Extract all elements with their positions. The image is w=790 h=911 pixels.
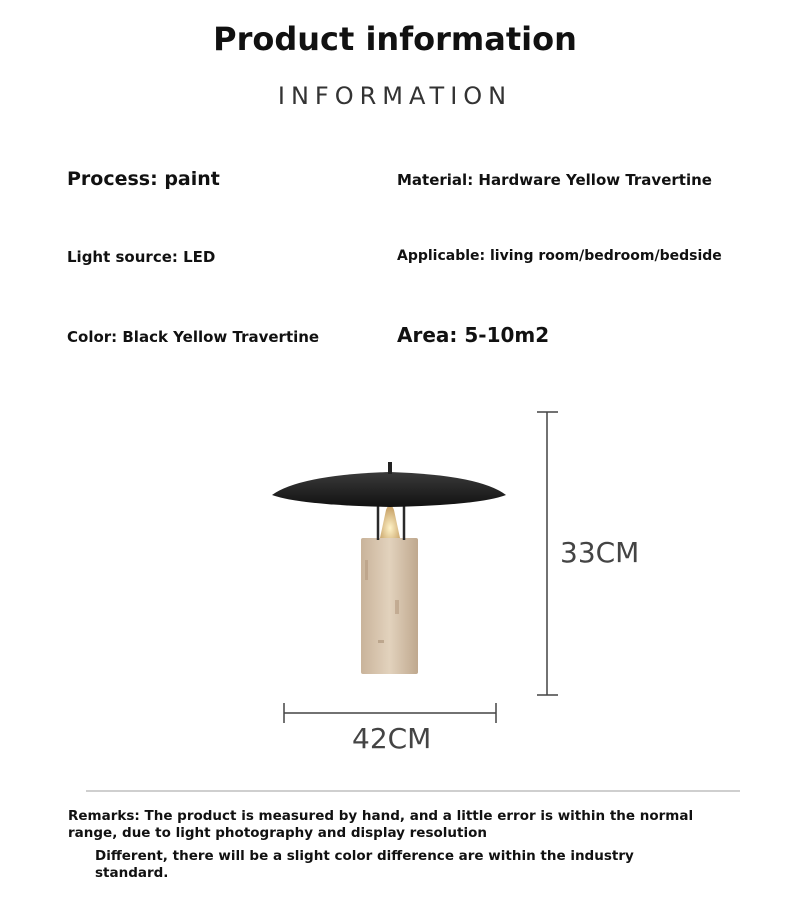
remarks-text: Remarks: The product is measured by hand, and a little error is within the normal range, due to light photography and display resolution <box>68 808 694 841</box>
spec-light-source: Light source: LED <box>67 248 216 266</box>
page-title: Product information <box>213 20 577 58</box>
page-subtitle: INFORMATION <box>277 82 513 110</box>
spec-material: Material: Hardware Yellow Travertine <box>397 171 712 189</box>
divider <box>86 790 740 792</box>
spec-applicable: Applicable: living room/bedroom/bedside <box>397 248 722 264</box>
spec-process: Process: paint <box>67 168 220 190</box>
height-label: 33CM <box>560 536 640 569</box>
lamp-bulb <box>380 505 400 538</box>
remarks-text-continued: Different, there will be a slight color difference are within the industry standard. <box>95 848 634 881</box>
lamp-shade <box>272 472 506 507</box>
spec-color: Color: Black Yellow Travertine <box>67 328 320 346</box>
spec-area: Area: 5-10m2 <box>397 323 550 347</box>
lamp-base <box>361 538 418 674</box>
width-label: 42CM <box>352 722 432 755</box>
